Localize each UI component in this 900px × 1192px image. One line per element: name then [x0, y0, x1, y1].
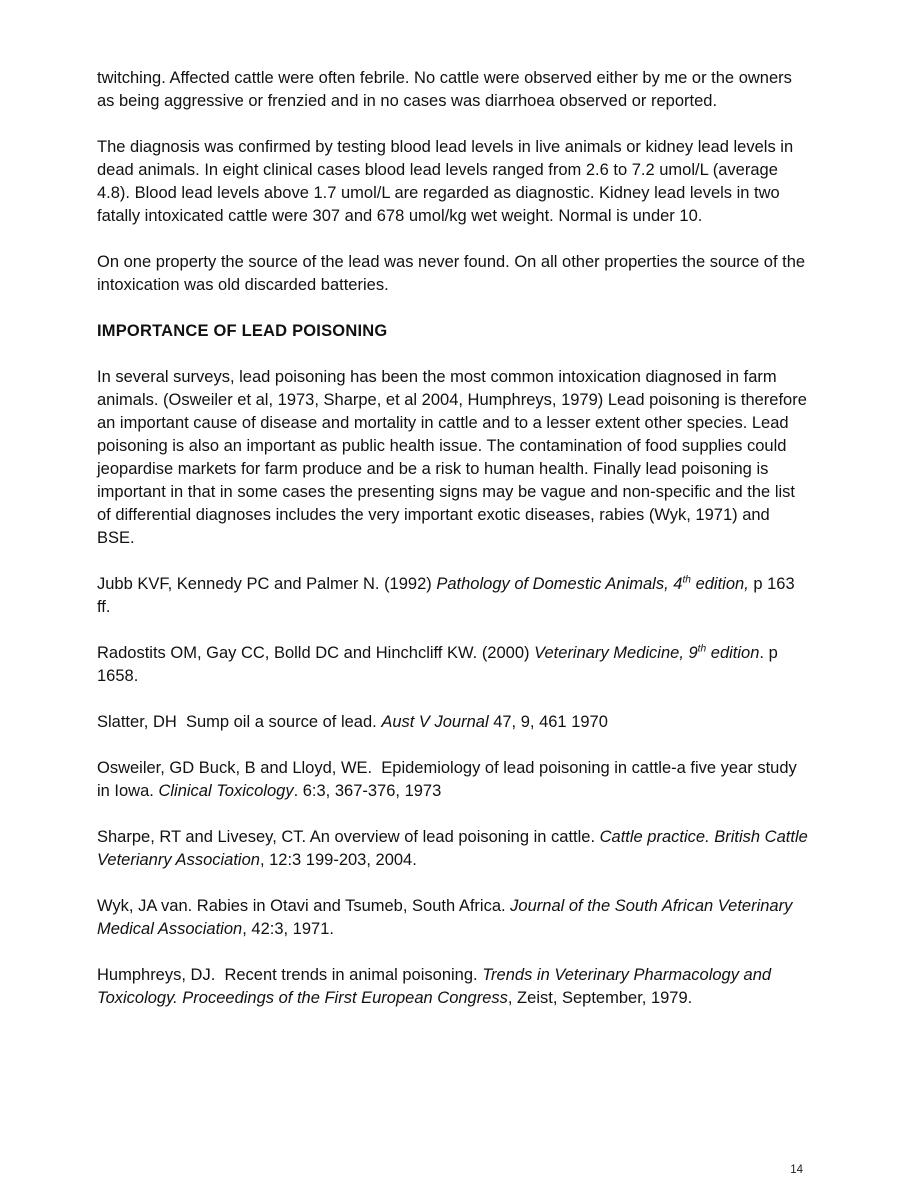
- paragraph-importance: In several surveys, lead poisoning has been the most common intoxication diagnosed in farm animals. (Osweiler et al, 1973, Sharpe, et al 2004, Humphreys, 1979) Lead poisoning is therefore an important cause of disease and mortality in cattle and to a lesser extent other species. Lead poisoning is also an important as public health issue. The contamination of food supplies could jeopardise markets for farm produce and be a risk to human health. Finally lead poisoning is important in that in some cases the presenting signs may be vague and non-specific and the list of differential diagnoses includes the very important exotic diseases, rabies (Wyk, 1971) and BSE.: [97, 368, 812, 547]
- reference-text-segment: Slatter, DH Sump oil a source of lead.: [97, 713, 382, 731]
- paragraph-clinical-signs: twitching. Affected cattle were often febrile. No cattle were observed either by me or the owners as being aggressive or frenzied and in no cases was diarrhoea observed or reported.: [97, 69, 797, 110]
- reference: [97, 642, 809, 688]
- reference-text-segment: p 163 ff.: [97, 575, 800, 616]
- reference-text-segment: , Zeist, September, 1979.: [507, 989, 693, 1007]
- reference-text-segment: Aust V Journal: [381, 713, 489, 731]
- reference: [97, 573, 809, 619]
- reference-text-segment: Osweiler, GD Buck, B and Lloyd, WE. Epidemiology of lead poisoning in cattle-a five year study in Iowa.: [97, 759, 802, 800]
- reference-text-segment: Humphreys, DJ. Recent trends in animal poisoning.: [97, 966, 483, 984]
- page-number: 14: [790, 1164, 803, 1176]
- paragraph-lead-source: On one property the source of the lead was never found. On all other properties the source of the intoxication was old discarded batteries.: [97, 253, 810, 294]
- reference-text-segment: Wyk, JA van. Rabies in Otavi and Tsumeb, South Africa.: [97, 897, 511, 915]
- reference-text-segment: Cattle practice. British Cattle Veterianry Association: [97, 828, 813, 869]
- reference-text-segment: . 6:3, 367-376, 1973: [293, 782, 442, 800]
- reference-text-segment: Trends in Veterinary Pharmacology and Toxicology. Proceedings of the First European Congress: [97, 966, 776, 1007]
- reference: [97, 964, 809, 1010]
- reference-text-segment: Pathology of Domestic Animals, 4: [436, 575, 683, 593]
- reference-text-segment: Journal of the South African Veterinary Medical Association: [97, 897, 797, 938]
- reference-text-segment: th: [697, 643, 707, 655]
- reference-text-segment: Radostits OM, Gay CC, Bolld DC and Hinchcliff KW. (2000): [97, 644, 535, 662]
- paragraph-diagnosis: The diagnosis was confirmed by testing blood lead levels in live animals or kidney lead levels in dead animals. In eight clinical cases blood lead levels ranged from 2.6 to 7.2 umol/L (average 4.8). Blood lead levels above 1.7 umol/L are regarded as diagnostic. Kidney lead levels in two fatally intoxicated cattle were 307 and 678 umol/kg wet weight. Normal is under 10.: [97, 138, 798, 225]
- reference-text-segment: th: [682, 574, 691, 586]
- section-heading: IMPORTANCE OF LEAD POISONING: [97, 322, 388, 340]
- reference-text-segment: Jubb KVF, Kennedy PC and Palmer N. (1992): [97, 575, 437, 593]
- reference-text-segment: , 42:3, 1971.: [242, 920, 334, 938]
- reference-text-segment: Clinical Toxicology: [158, 782, 294, 800]
- page-content: [97, 67, 813, 1010]
- reference: [97, 757, 809, 803]
- reference-text-segment: . p 1658.: [97, 644, 783, 685]
- reference: [97, 826, 813, 872]
- reference: [97, 895, 809, 941]
- reference-text-segment: Veterinary Medicine, 9: [534, 644, 698, 662]
- reference-text-segment: edition,: [690, 575, 749, 593]
- reference-text-segment: , 12:3 199-203, 2004.: [259, 851, 417, 869]
- reference-text-segment: Sharpe, RT and Livesey, CT. An overview of lead poisoning in cattle.: [97, 828, 600, 846]
- reference-text-segment: edition: [706, 644, 760, 662]
- reference-list: [97, 573, 813, 1010]
- reference-text-segment: 47, 9, 461 1970: [488, 713, 608, 731]
- reference: [97, 711, 809, 734]
